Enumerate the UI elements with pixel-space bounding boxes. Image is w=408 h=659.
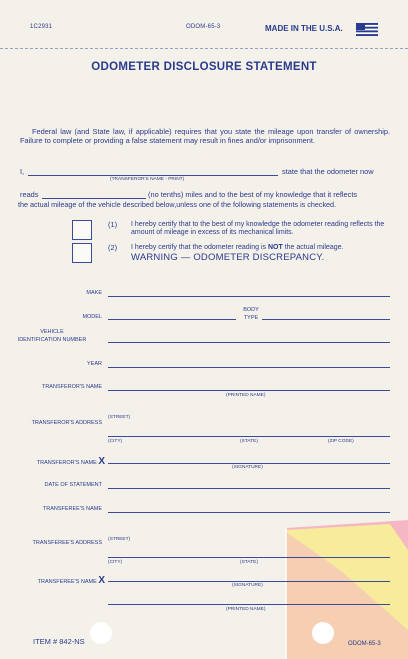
statement-1-num: (1)	[108, 220, 118, 229]
statement-2-num: (2)	[108, 243, 118, 252]
transferor-name-field[interactable]	[108, 390, 390, 391]
line1-prefix: I,	[20, 167, 25, 176]
item-number: ITEM # 842-NS	[33, 637, 85, 646]
transferor-street-caption: (STREET)	[108, 415, 131, 420]
statement-2-checkbox[interactable]	[72, 243, 92, 263]
vin-label: VEHICLE IDENTIFICATION NUMBER	[17, 329, 87, 343]
transferee-printed-name-caption: (PRINTED NAME)	[226, 607, 266, 612]
year-field[interactable]	[108, 367, 390, 368]
transferor-signature-caption: (SIGNATURE)	[232, 465, 263, 470]
perforation-top	[0, 48, 408, 49]
transferee-signature-caption: (SIGNATURE)	[232, 583, 263, 588]
transferor-address-field[interactable]	[108, 436, 390, 437]
model-label: MODEL	[82, 314, 102, 320]
punch-hole-left	[90, 622, 112, 644]
vin-field[interactable]	[108, 342, 390, 343]
body-type-field[interactable]	[262, 319, 390, 320]
date-field[interactable]	[108, 488, 390, 489]
page-title: ODOMETER DISCLOSURE STATEMENT	[91, 61, 317, 73]
transferor-signature-field[interactable]	[108, 463, 390, 464]
transferor-name-label: TRANSFEROR'S NAME	[41, 384, 102, 390]
odometer-reading-field[interactable]	[42, 198, 146, 199]
transferor-signature-label: TRANSFEROR'S NAME X	[36, 456, 105, 467]
model-field[interactable]	[108, 319, 236, 320]
statement-1-text: I hereby certify that to the best of my knowledge the odometer reading reflects the amount of mileage in excess of its mechanical limits.	[131, 221, 385, 236]
body-type-label: BODY TYPE	[243, 307, 259, 321]
make-label: MAKE	[86, 290, 102, 296]
transferor-address-label: TRANSFEROR'S ADDRESS	[31, 420, 102, 426]
transferee-address-label: TRANSFEREE'S ADDRESS	[32, 540, 102, 546]
transferee-state-caption: (STATE)	[240, 560, 258, 565]
made-in-usa: MADE IN THE U.S.A.	[265, 24, 343, 33]
transferor-print-caption: (TRANSFEROR'S NAME - PRINT)	[110, 177, 185, 182]
footer-form-code: ODOM-65-3	[348, 641, 381, 647]
year-label: YEAR	[87, 361, 102, 367]
make-field[interactable]	[108, 296, 390, 297]
transferee-signature-field[interactable]	[108, 581, 390, 582]
transferor-city-caption: (CITY)	[108, 439, 123, 444]
line1-suffix: state that the odometer now	[282, 167, 374, 176]
carbon-copy-pages	[270, 520, 408, 659]
line3-text: the actual mileage of the vehicle described below,unless one of the following statements is checked.	[18, 200, 337, 209]
transferor-printed-name-caption: (PRINTED NAME)	[226, 393, 266, 398]
date-label: DATE OF STATEMENT	[44, 482, 102, 488]
us-flag-icon	[356, 23, 378, 36]
line2-prefix: reads	[20, 190, 39, 199]
transferee-printed-name-field[interactable]	[108, 604, 390, 605]
transferee-address-field[interactable]	[108, 557, 390, 558]
form-code-left: 1C2931	[30, 24, 53, 30]
transferee-city-caption: (CITY)	[108, 560, 123, 565]
punch-hole-right	[312, 622, 334, 644]
form-code-center: ODOM-65-3	[186, 24, 221, 30]
transferee-street-caption: (STREET)	[108, 537, 131, 542]
transferor-print-name-field[interactable]	[28, 175, 278, 176]
statement-2-text: I hereby certify that the odometer reading is NOT the actual mileage.	[131, 244, 344, 251]
transferee-name-label: TRANSFEREE'S NAME	[42, 506, 102, 512]
statement-1-checkbox[interactable]	[72, 220, 92, 240]
transferee-signature-label: TRANSFEREE'S NAME X	[37, 575, 105, 586]
transferee-name-field[interactable]	[108, 512, 390, 513]
transferor-zip-caption: (ZIP CODE)	[328, 439, 354, 444]
transferor-state-caption: (STATE)	[240, 439, 258, 444]
line2-text: (no tenths) miles and to the best of my knowledge that it reflects	[148, 190, 358, 199]
odometer-warning: WARNING — ODOMETER DISCREPANCY.	[131, 252, 325, 263]
intro-paragraph: Federal law (and State law, if applicable) requires that you state the mileage upon transfer of ownership. Failure to complete or providing a false statement may result in fines and/or imprisonment.	[20, 127, 390, 145]
